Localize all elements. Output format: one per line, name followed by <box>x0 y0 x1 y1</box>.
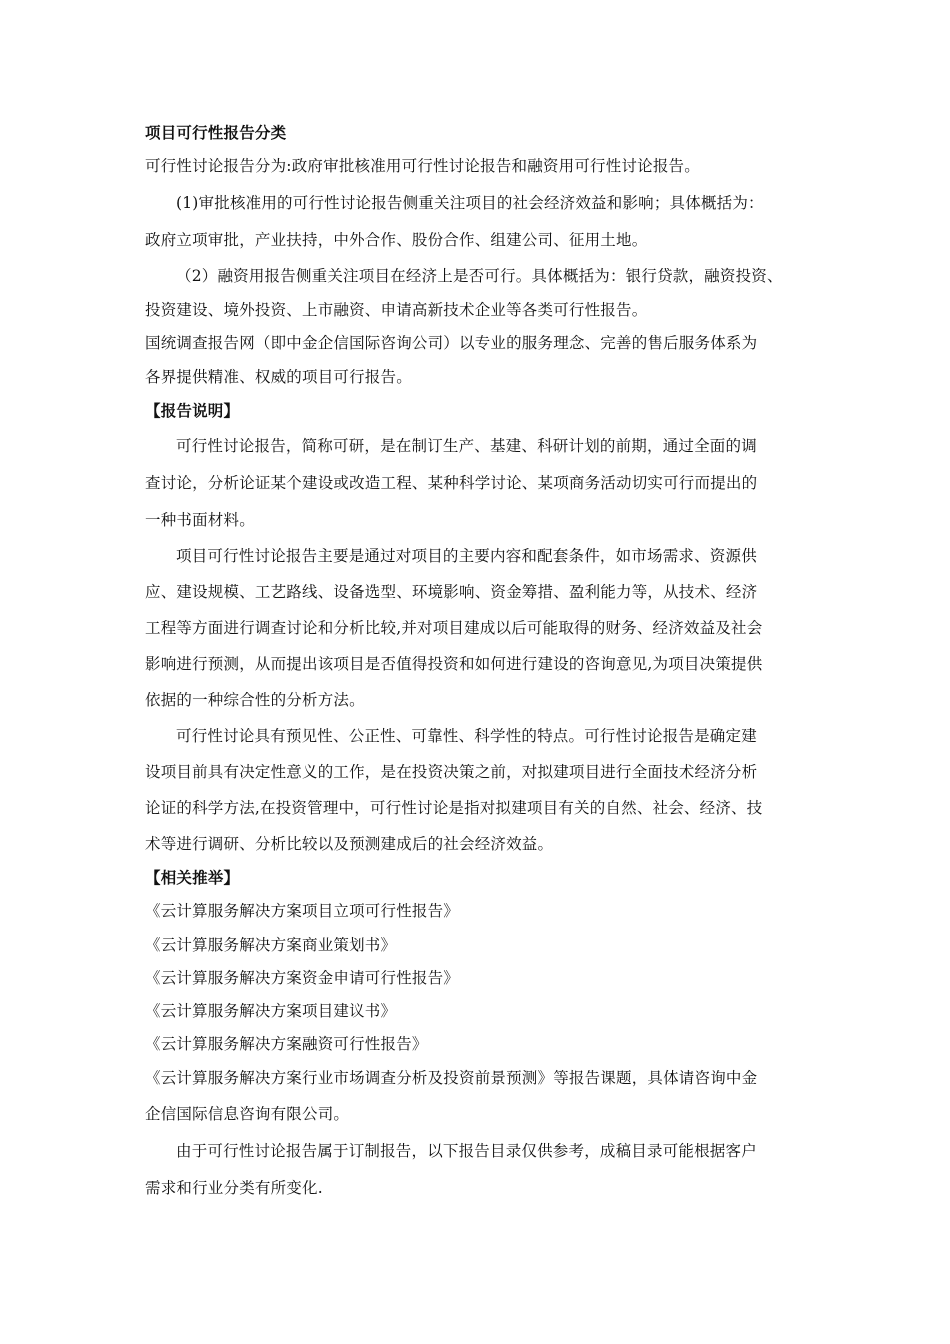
para1-line3: 一种书面材料。 <box>145 511 255 529</box>
para3-line4: 术等进行调研、分析比较以及预测建成后的社会经济效益。 <box>145 835 554 853</box>
document-body <box>145 120 815 1207</box>
item1-line1: (1)审批核准用的可行性讨论报告侧重关注项目的社会经济效益和影响；具体概括为： <box>176 194 764 212</box>
para1-line2: 查讨论，分析论证某个建设或改造工程、某种科学讨论、某项商务活动切实可行而提出的 <box>145 474 758 492</box>
rec-last-line1: 《云计算服务解决方案行业市场调查分析及投资前景预测》等报告课题，具体请咨询中金 <box>145 1069 758 1087</box>
intro-line: 可行性讨论报告分为:政府审批核准用可行性讨论报告和融资用可行性讨论报告。 <box>145 157 700 175</box>
item2-line1: （2）融资用报告侧重关注项目在经济上是否可行。具体概括为：银行贷款，融资投资、 <box>176 267 783 285</box>
para1-line1: 可行性讨论报告，简称可研，是在制订生产、基建、科研计划的前期，通过全面的调 <box>176 437 757 455</box>
company-line1: 国统调查报告网（即中金企信国际咨询公司）以专业的服务理念、完善的售后服务体系为 <box>145 334 758 352</box>
recommendation-item: 《云计算服务解决方案项目建议书》 <box>145 1002 397 1020</box>
closing-line1: 由于可行性讨论报告属于订制报告，以下报告目录仅供参考，成稿目录可能根据客户 <box>176 1142 757 1160</box>
para3-line3: 论证的科学方法,在投资管理中，可行性讨论是指对拟建项目有关的自然、社会、经济、技 <box>145 799 763 817</box>
para2-line2: 应、建设规模、工艺路线、设备选型、环境影响、资金筹措、盈利能力等，从技术、经济 <box>145 583 758 601</box>
section-heading-recommend: 【相关推举】 <box>145 869 240 887</box>
para2-line5: 依据的一种综合性的分析方法。 <box>145 691 365 709</box>
recommendation-item: 《云计算服务解决方案项目立项可行性报告》 <box>145 902 460 920</box>
recommendation-item: 《云计算服务解决方案融资可行性报告》 <box>145 1035 428 1053</box>
para2-line3: 工程等方面进行调查讨论和分析比较,并对项目建成以后可能取得的财务、经济效益及社会 <box>145 619 763 637</box>
closing-line2: 需求和行业分类有所变化. <box>145 1179 323 1197</box>
para3-line1: 可行性讨论具有预见性、公正性、可靠性、科学性的特点。可行性讨论报告是确定建 <box>176 727 757 745</box>
para2-line4: 影响进行预测，从而提出该项目是否值得投资和如何进行建设的咨询意见,为项目决策提供 <box>145 655 763 673</box>
document-title: 项目可行性报告分类 <box>145 124 287 142</box>
recommendation-item: 《云计算服务解决方案资金申请可行性报告》 <box>145 969 460 987</box>
rec-last-line2: 企信国际信息咨询有限公司。 <box>145 1105 350 1123</box>
item2-line2: 投资建设、境外投资、上市融资、申请高新技术企业等各类可行性报告。 <box>145 301 648 319</box>
para2-line1: 项目可行性讨论报告主要是通过对项目的主要内容和配套条件，如市场需求、资源供 <box>176 547 757 565</box>
recommendation-item: 《云计算服务解决方案商业策划书》 <box>145 936 397 954</box>
item1-line2: 政府立项审批，产业扶持，中外合作、股份合作、组建公司、征用土地。 <box>145 231 648 249</box>
company-line2: 各界提供精准、权威的项目可行报告。 <box>145 368 412 386</box>
para3-line2: 设项目前具有决定性意义的工作，是在投资决策之前，对拟建项目进行全面技术经济分析 <box>145 763 758 781</box>
section-heading-report: 【报告说明】 <box>145 402 240 420</box>
